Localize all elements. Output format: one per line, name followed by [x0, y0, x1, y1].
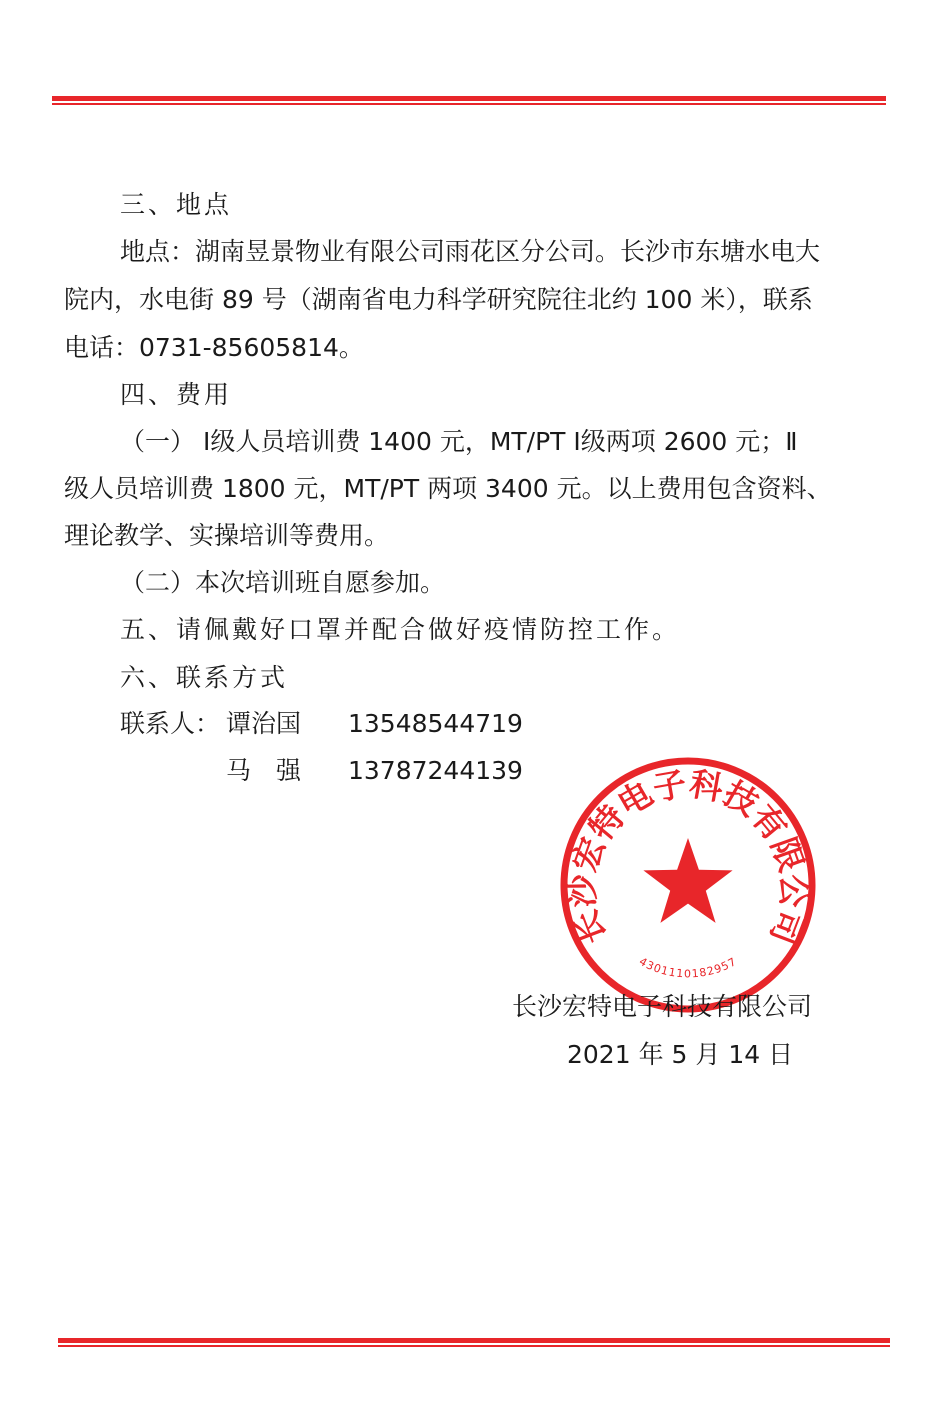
fee-line-1: （一） Ⅰ级人员培训费 1400 元，MT/PT Ⅰ级两项 2600 元；Ⅱ [120, 427, 798, 456]
fee-item-2: （二）本次培训班自愿参加。 [120, 568, 446, 597]
contact-2-name: 马 强 [226, 756, 302, 785]
location-line-3: 电话：0731-85605814。 [64, 333, 364, 362]
fee-line-3: 理论教学、实操培训等费用。 [64, 521, 390, 550]
contact-label: 联系人： [120, 709, 221, 738]
location-line-2: 院内，水电街 89 号（湖南省电力科学研究院往北约 100 米），联系 [64, 285, 813, 314]
header-rule [52, 96, 886, 105]
contact-1-phone: 13548544719 [348, 709, 523, 738]
location-line-1: 地点：湖南昱景物业有限公司雨花区分公司。长沙市东塘水电大 [120, 237, 821, 266]
seal-graphic [557, 754, 819, 1016]
location-heading: 三、地点 [120, 190, 233, 219]
footer-rule [58, 1338, 890, 1347]
contact-heading: 六、联系方式 [120, 663, 289, 692]
seal-name-text: 长沙宏特电子科技有限公司 [562, 763, 814, 950]
company-seal [557, 754, 819, 1016]
contact-1-name: 谭治国 [226, 709, 302, 738]
fee-heading: 四、费用 [120, 380, 233, 409]
seal-star-icon [643, 838, 732, 923]
fee-line-2: 级人员培训费 1800 元，MT/PT 两项 3400 元。以上费用包含资料、 [64, 474, 832, 503]
contact-2-phone: 13787244139 [348, 756, 523, 785]
signature-date: 2021 年 5 月 14 日 [567, 1040, 794, 1069]
signature-company: 长沙宏特电子科技有限公司 [512, 992, 813, 1021]
mask-heading: 五、请佩戴好口罩并配合做好疫情防控工作。 [120, 615, 681, 644]
seal-code-text: 4301110182957 [636, 954, 740, 981]
